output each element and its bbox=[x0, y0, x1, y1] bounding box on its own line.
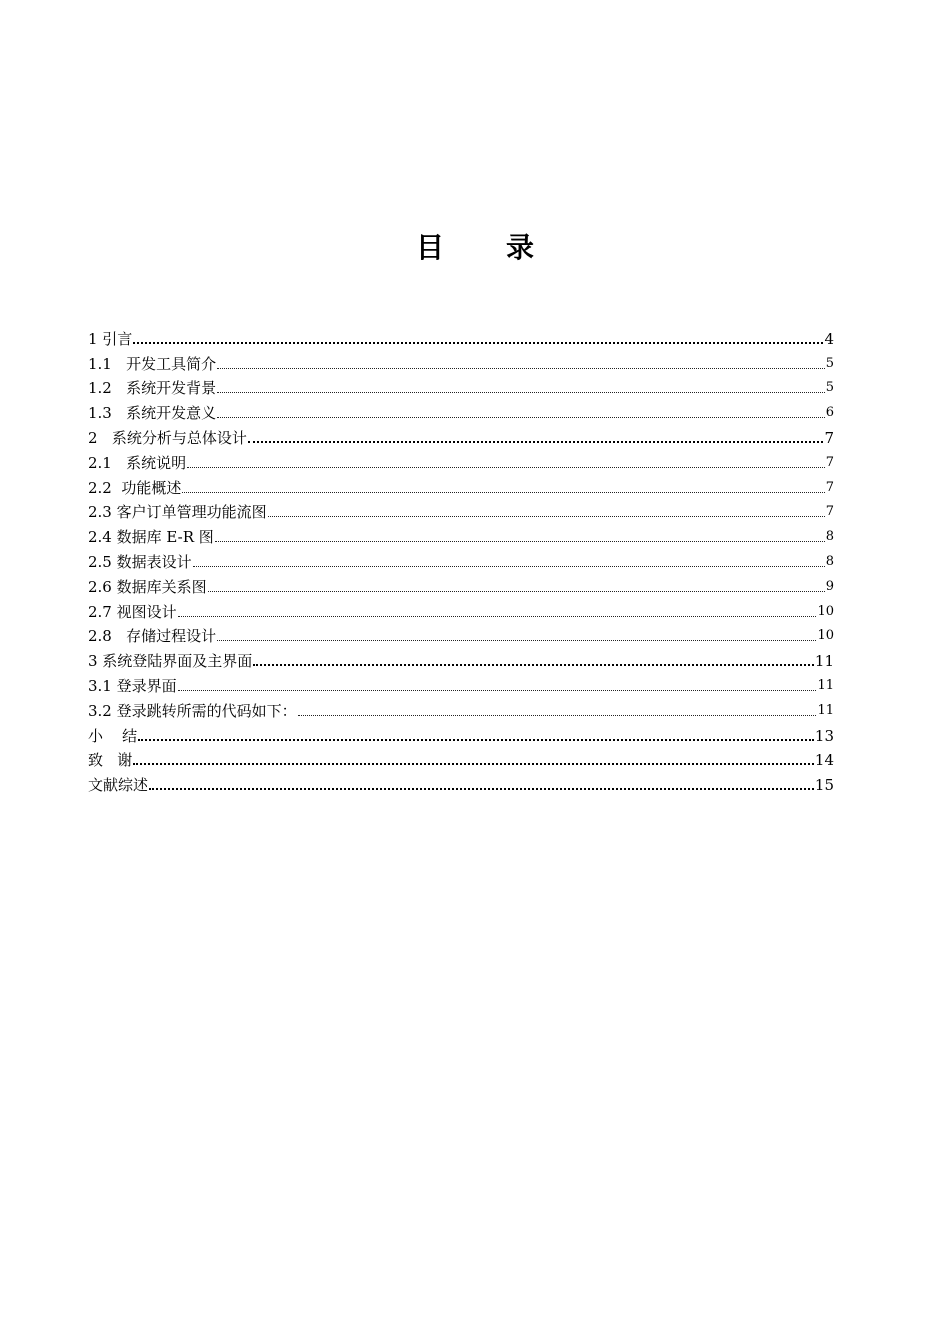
toc-entry[interactable] bbox=[88, 398, 834, 423]
toc-leader-dots bbox=[215, 541, 825, 542]
toc-leader-dots bbox=[187, 467, 825, 468]
toc-entry-title: 2.5 数据表设计 bbox=[88, 552, 192, 571]
toc-entry-page: 8 bbox=[825, 529, 834, 545]
toc-entry[interactable] bbox=[88, 349, 834, 374]
toc-leader-dots bbox=[217, 417, 825, 418]
toc-entry[interactable] bbox=[88, 473, 834, 498]
toc-entry-page: 7 bbox=[825, 504, 834, 520]
toc-entry-title: 致 谢 bbox=[88, 751, 133, 770]
toc-leader-dots bbox=[268, 516, 825, 517]
toc-entry[interactable] bbox=[88, 423, 834, 448]
toc-entry-title: 2.1 系统说明 bbox=[88, 453, 187, 472]
toc-leader-dots bbox=[208, 591, 825, 592]
toc-leader-dots bbox=[182, 492, 824, 493]
toc-entry-page: 9 bbox=[825, 578, 834, 594]
toc-entry[interactable] bbox=[88, 324, 834, 349]
toc-leader-dots bbox=[248, 441, 824, 443]
toc-leader-dots bbox=[133, 763, 814, 765]
page-title bbox=[0, 226, 950, 270]
toc-entry[interactable] bbox=[88, 770, 834, 795]
toc-entry-page: 13 bbox=[814, 726, 834, 745]
toc-entry-page: 5 bbox=[825, 380, 834, 396]
toc-entry-title: 1.2 系统开发背景 bbox=[88, 379, 217, 398]
toc-entry-page: 7 bbox=[824, 428, 834, 447]
toc-entry[interactable] bbox=[88, 547, 834, 572]
toc-entry-title: 3 系统登陆界面及主界面 bbox=[88, 652, 253, 671]
table-of-contents bbox=[88, 324, 834, 795]
toc-entry-page: 11 bbox=[817, 677, 834, 693]
toc-entry-title: 2.8 存储过程设计 bbox=[88, 627, 217, 646]
toc-entry-title: 2.6 数据库关系图 bbox=[88, 577, 207, 596]
toc-entry[interactable] bbox=[88, 374, 834, 399]
toc-entry-title: 小 结 bbox=[88, 726, 138, 745]
toc-leader-dots bbox=[298, 715, 817, 716]
toc-entry-title: 3.2 登录跳转所需的代码如下： bbox=[88, 701, 297, 720]
title-char-2: 录 bbox=[506, 231, 535, 264]
toc-entry-page: 7 bbox=[825, 454, 834, 470]
toc-leader-dots bbox=[178, 616, 817, 617]
title-char-1: 目 bbox=[415, 231, 444, 264]
toc-entry-page: 10 bbox=[817, 628, 834, 644]
toc-entry-page: 6 bbox=[825, 405, 834, 421]
toc-leader-dots bbox=[193, 566, 825, 567]
toc-entry-title: 2 系统分析与总体设计 bbox=[88, 428, 247, 447]
toc-entry-title: 1 引言 bbox=[88, 329, 133, 348]
toc-entry[interactable] bbox=[88, 696, 834, 721]
toc-leader-dots bbox=[217, 368, 825, 369]
toc-entry-page: 4 bbox=[824, 329, 834, 348]
toc-entry-title: 1.1 开发工具简介 bbox=[88, 354, 217, 373]
toc-entry-title: 文献综述 bbox=[88, 776, 149, 795]
toc-entry-title: 1.3 系统开发意义 bbox=[88, 404, 217, 423]
toc-entry-page: 10 bbox=[817, 603, 834, 619]
toc-entry[interactable] bbox=[88, 646, 834, 671]
toc-entry-title: 2.4 数据库 E-R 图 bbox=[88, 528, 214, 547]
toc-entry[interactable] bbox=[88, 572, 834, 597]
toc-entry[interactable] bbox=[88, 671, 834, 696]
toc-leader-dots bbox=[217, 640, 816, 641]
toc-entry-page: 8 bbox=[825, 553, 834, 569]
toc-entry[interactable] bbox=[88, 622, 834, 647]
toc-leader-dots bbox=[138, 739, 814, 741]
toc-leader-dots bbox=[253, 664, 814, 666]
toc-entry-page: 11 bbox=[817, 702, 834, 718]
toc-entry-page: 11 bbox=[814, 652, 834, 671]
toc-entry-page: 5 bbox=[825, 355, 834, 371]
toc-leader-dots bbox=[217, 392, 825, 393]
toc-entry[interactable] bbox=[88, 597, 834, 622]
toc-entry-title: 3.1 登录界面 bbox=[88, 676, 177, 695]
toc-leader-dots bbox=[133, 342, 823, 344]
toc-entry[interactable] bbox=[88, 721, 834, 746]
toc-leader-dots bbox=[178, 690, 817, 691]
toc-entry[interactable] bbox=[88, 746, 834, 771]
toc-entry[interactable] bbox=[88, 448, 834, 473]
toc-entry-title: 2.2 功能概述 bbox=[88, 478, 182, 497]
toc-entry[interactable] bbox=[88, 498, 834, 523]
toc-entry[interactable] bbox=[88, 522, 834, 547]
toc-entry-page: 7 bbox=[825, 479, 834, 495]
toc-entry-page: 14 bbox=[814, 751, 834, 770]
toc-entry-title: 2.3 客户订单管理功能流图 bbox=[88, 503, 267, 522]
toc-leader-dots bbox=[149, 788, 814, 790]
toc-entry-page: 15 bbox=[814, 776, 834, 795]
toc-entry-title: 2.7 视图设计 bbox=[88, 602, 177, 621]
